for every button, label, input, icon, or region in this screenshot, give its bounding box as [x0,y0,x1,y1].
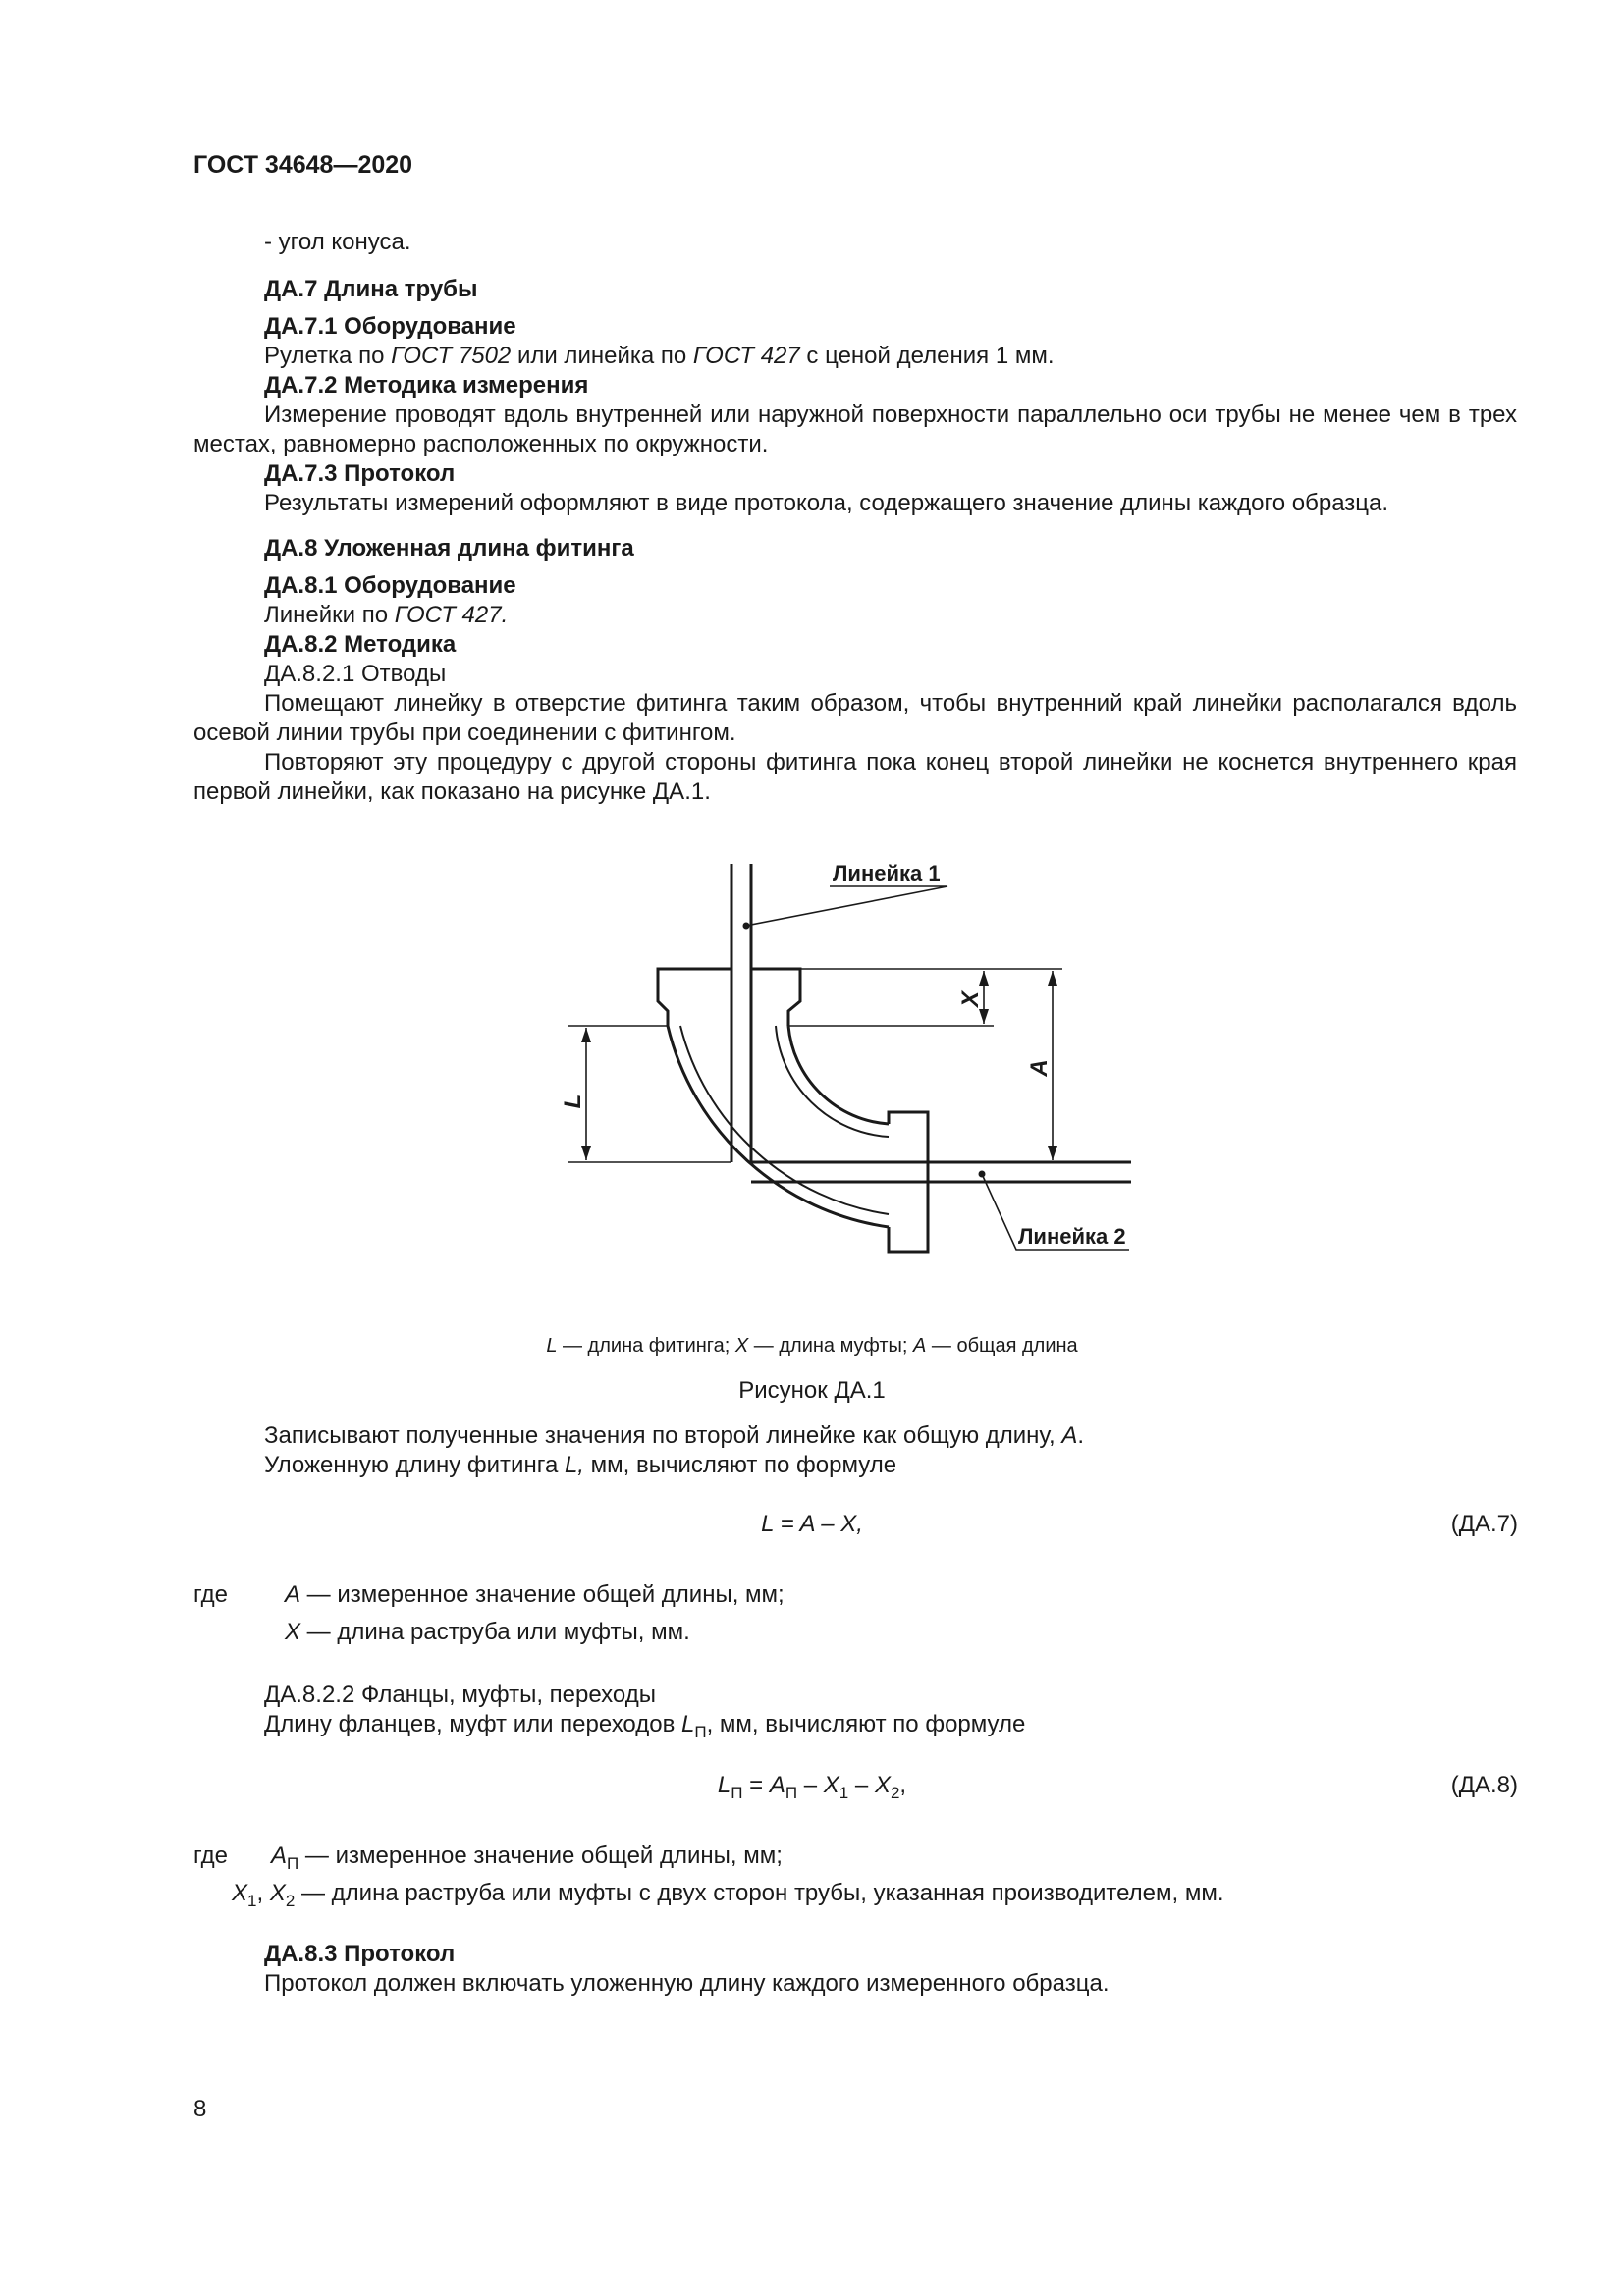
paragraph-da7-1: Рулетка по ГОСТ 7502 или линейка по ГОСТ 427 с ценой деления 1 мм. [264,343,1055,369]
fitting-outline [658,969,731,1026]
paragraph-formula-intro: Уложенную длину фитинга L, мм, вычисляют по формуле [264,1452,897,1478]
where-row-An: $A_П$ — измеренное значение общей длины, мм; [271,1842,783,1873]
paragraph-da8-1: Линейки по ГОСТ 427. [264,602,509,628]
subsection-heading-da7-1: ДА.7.1 Оборудование [264,313,516,340]
document-code: ГОСТ 34648—2020 [193,151,413,179]
where-label: где [193,1842,229,1869]
paragraph-da8-2-1-a: Помещают линейку в отверстие фитинга таким образом, чтобы внутренний край линейки располагался вдоль осевой линии трубы при соединении с фитингом. [193,690,1517,746]
formula-number-da8: (ДА.8) [1450,1772,1518,1798]
page-number: 8 [193,2096,207,2122]
subsection-heading-da8-2: ДА.8.2 Методика [264,631,457,658]
section-heading-da7: ДА.7 Длина трубы [264,276,478,302]
where-row-X1-X2: $X_1$, $X_2$ — длина раструба или муфты с двух сторон трубы, указанная производителем, мм. [232,1880,1224,1910]
paragraph-da7-3: Результаты измерений оформляют в виде протокола, содержащего значение длины каждого образца. [264,490,1389,516]
subsection-heading-da8-2-1: ДА.8.2.1 Отводы [264,661,447,687]
where-row-A: A — измеренное значение общей длины, мм; [285,1581,785,1608]
dimension-label-L: L [560,1094,586,1109]
subsection-heading-da7-3: ДА.7.3 Протокол [264,460,456,487]
figure-caption: Рисунок ДА.1 [738,1377,886,1404]
dimension-label-X: X [957,990,984,1008]
where-label: где [193,1581,229,1608]
subsection-heading-da8-2-2: ДА.8.2.2 Фланцы, муфты, переходы [264,1682,656,1708]
standard-ref: ГОСТ 7502 [391,343,512,369]
figure-da1-drawing [550,844,1159,1266]
label-ruler-2: Линейка 2 [1018,1224,1126,1249]
list-item: - угол конуса. [264,229,411,255]
paragraph-da8-3: Протокол должен включать уложенную длину каждого измеренного образца. [264,1970,1110,1997]
figure-legend: L — длина фитинга; X — длина муфты; A — общая длина [546,1335,1078,1357]
paragraph-da8-2-2: Длину фланцев, муфт или переходов $L_П$, мм, вычисляют по формуле [264,1711,1026,1741]
subsection-heading-da8-1: ДА.8.1 Оборудование [264,572,516,599]
label-ruler-1: Линейка 1 [833,861,941,885]
standard-ref: ГОСТ 427. [394,602,509,628]
formula-da7: L = A – X, [761,1511,863,1537]
formula-da8: $L_П = A_П - X_1 - X_2$, [717,1772,907,1802]
where-row-X: X — длина раструба или муфты, мм. [285,1619,690,1645]
subsection-heading-da8-3: ДА.8.3 Протокол [264,1941,456,1967]
subsection-heading-da7-2: ДА.7.2 Методика измерения [264,372,589,399]
standard-ref: ГОСТ 427 [692,343,800,369]
dimension-label-A: A [1026,1059,1053,1077]
paragraph-da7-2: Измерение проводят вдоль внутренней или наружной поверхности параллельно оси трубы не менее чем в трех местах, равномерно расположенных по окружности. [193,401,1517,457]
paragraph-da8-2-1-b: Повторяют эту процедуру с другой стороны фитинга пока конец второй линейки не коснется внутреннего края первой линейки, как показано на рисунке ДА.1. [193,749,1517,805]
paragraph-total-length: Записывают полученные значения по второй линейке как общую длину, A. [264,1422,1085,1449]
section-heading-da8: ДА.8 Уложенная длина фитинга [264,535,634,561]
formula-number-da7: (ДА.7) [1450,1511,1518,1537]
